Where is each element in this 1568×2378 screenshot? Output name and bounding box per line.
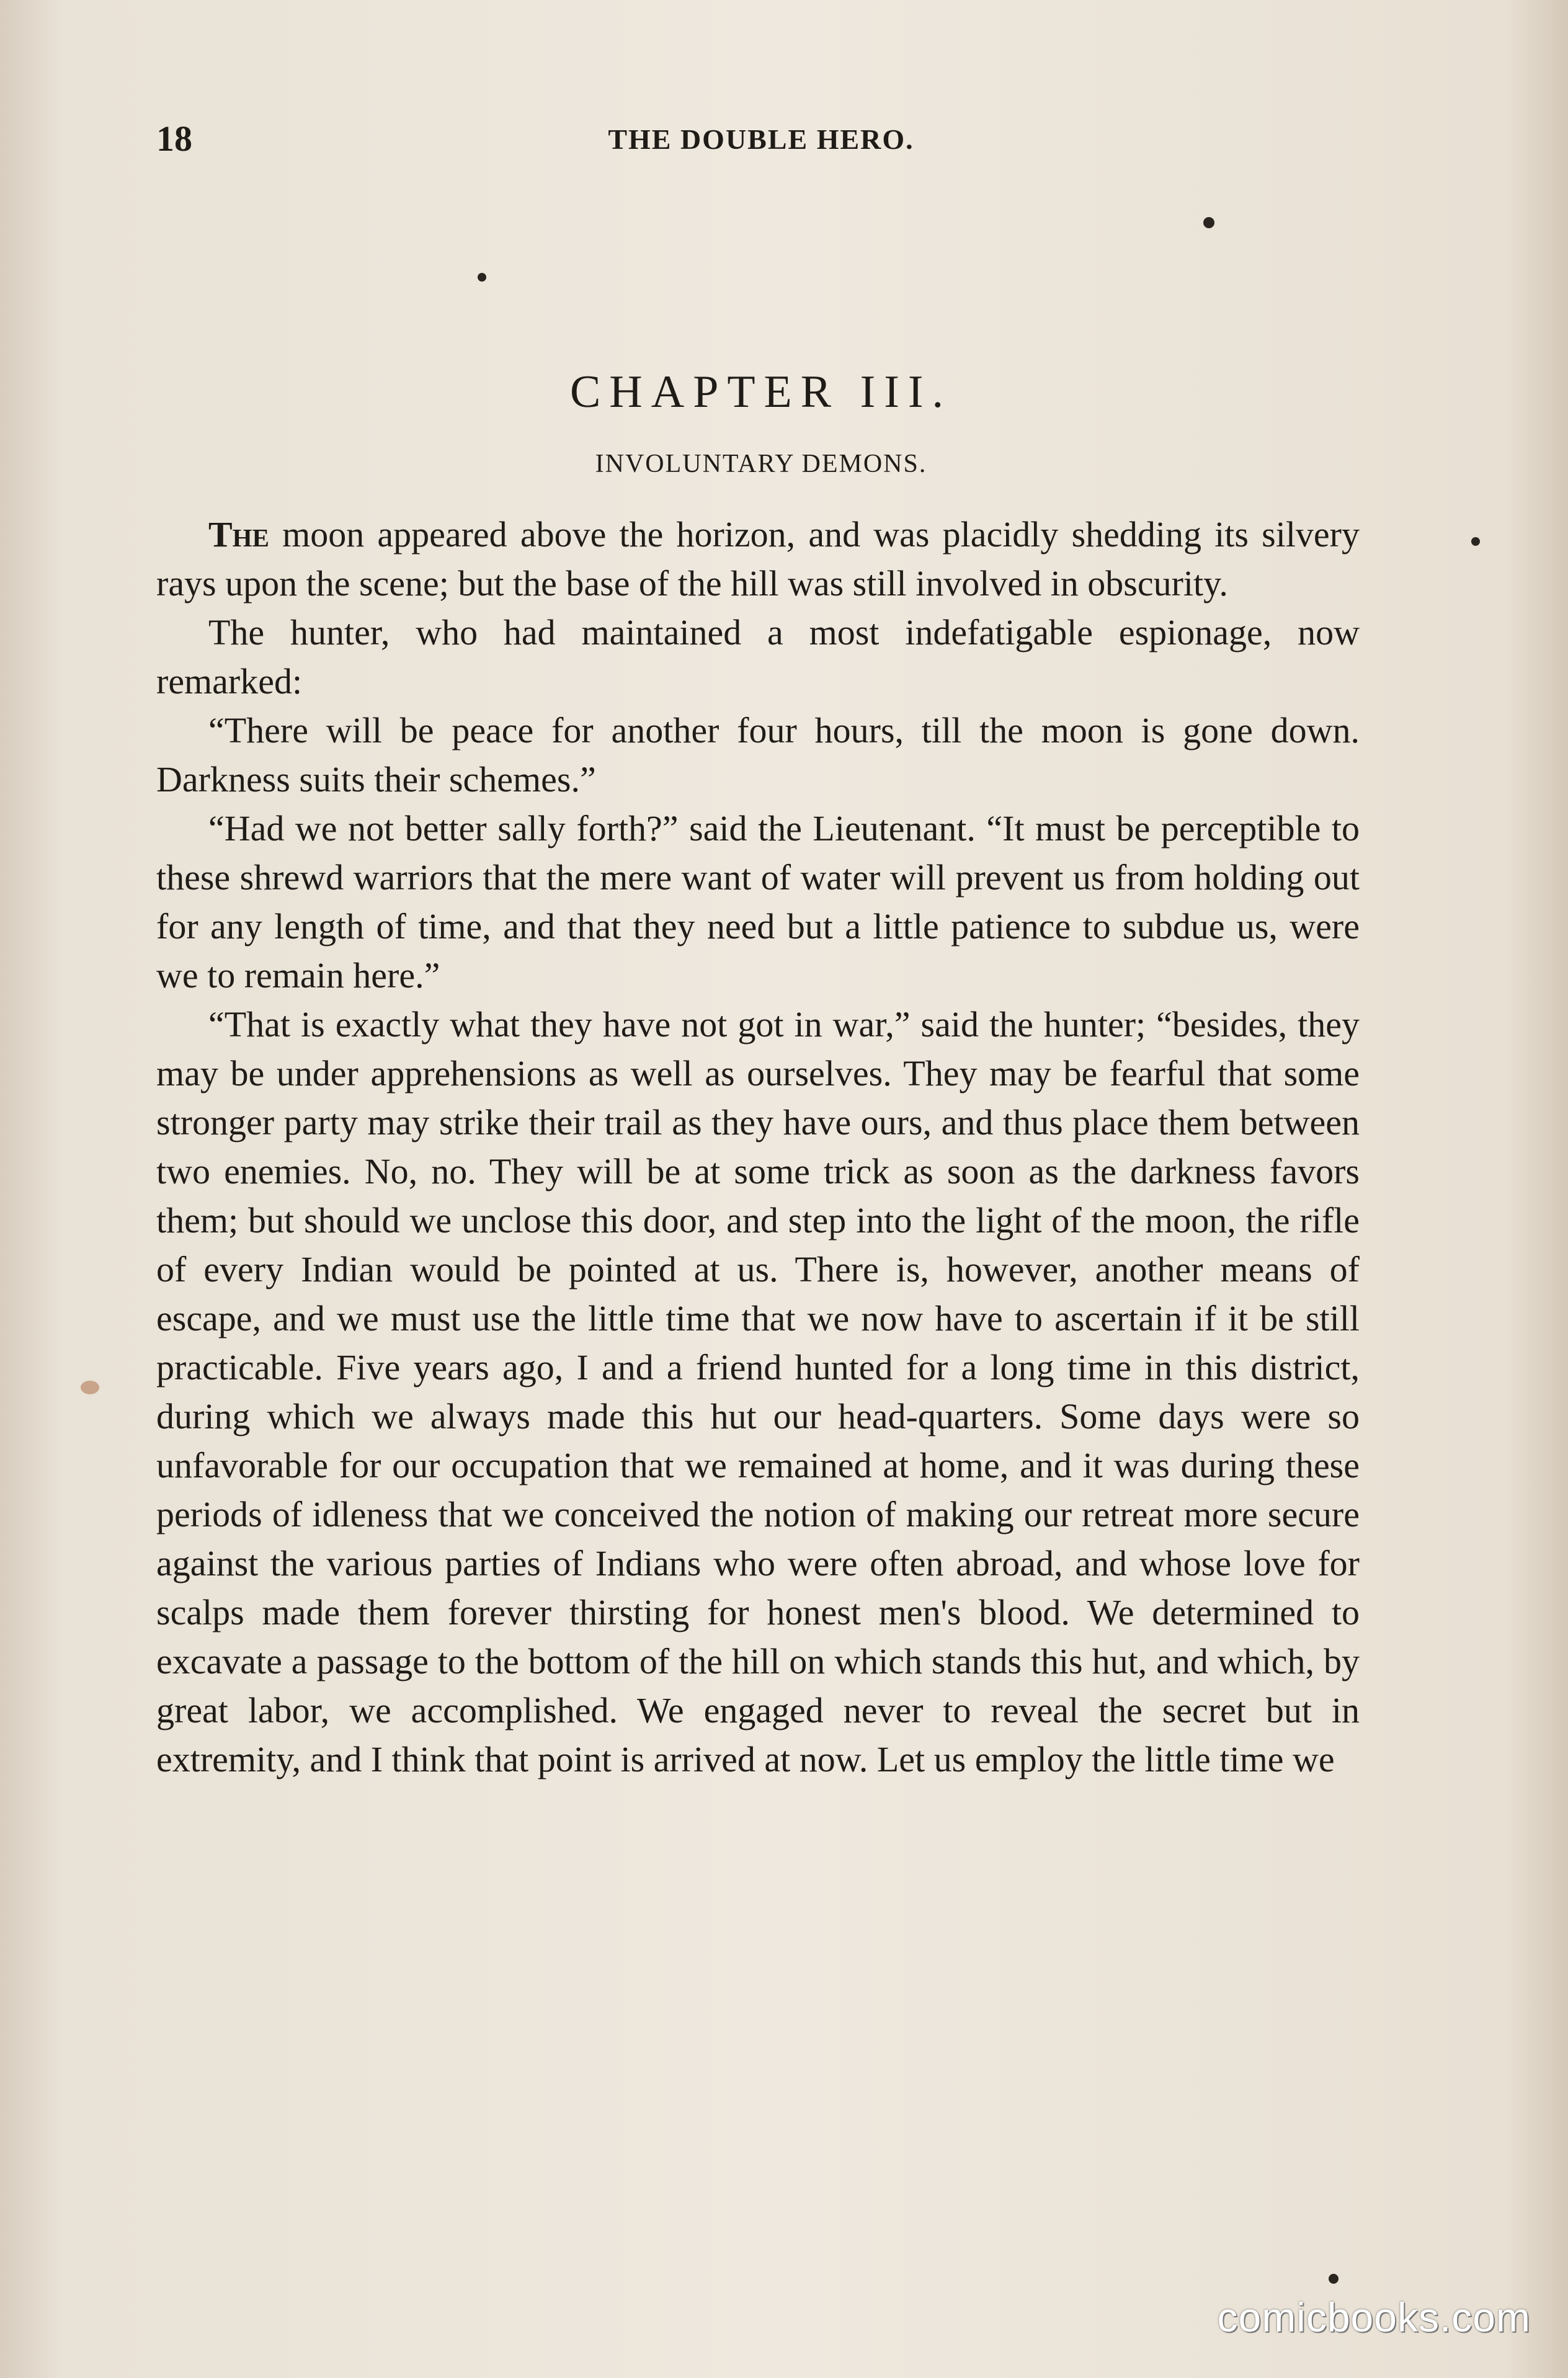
paragraph: The hunter, who had maintained a most indefatigable espionage, now remarked: [156, 612, 1360, 701]
paragraph [156, 510, 1360, 608]
lead-word: The [208, 514, 269, 554]
body-text [156, 510, 1360, 1784]
paragraph: “There will be peace for another four hours, till the moon is gone down. Darkness suits their schemes.” [156, 710, 1360, 799]
page-number: 18 [156, 118, 192, 159]
paragraph-text: moon appeared above the horizon, and was placidly shedding its silvery rays upon the scene; but the base of the hill was still involved in obscurity. [156, 514, 1360, 603]
chapter-subtitle: INVOLUNTARY DEMONS. [595, 450, 927, 478]
paragraph: “Had we not better sally forth?” said the Lieutenant. “It must be perceptible to these shrewd warriors that the mere want of water will prevent us from holding out for any length of time, and that they need but a little patience to subdue us, were we to remain here.” [156, 808, 1360, 995]
running-title: THE DOUBLE HERO. [608, 123, 914, 155]
watermark: comicbooks.com [1217, 2294, 1531, 2340]
chapter-title: CHAPTER III. [569, 367, 953, 417]
page-header [156, 118, 1366, 167]
paragraph: “That is exactly what they have not got in war,” said the hunter; “besides, they may be under apprehensions as well as ourselves. They may be fearful that some stronger party may strike their trail as they have ours, and thus place them between two enemies. No, no. They will be at some trick as soon as the darkness favors them; but should we unclose this door, and step into the light of the moon, the rifle of every Indian would be pointed at us. There is, however, another means of escape, and we must use the little time that we now have to ascertain if it be still practicable. Five years ago, I and a friend hunted for a long time in this district, during which we always made this hut our head-quarters. Some days were so unfavorable for our occupation that we remained at home, and it was during these periods of idleness that we conceived the notion of making our retreat more secure against the various parties of Indians who were often abroad, and whose love for scalps made them forever thirsting for honest men's blood. We determined to excavate a passage to the bottom of the hill on which stands this hut, and which, by great labor, we accomplished. We engaged never to reveal the secret but in extremity, and I think that point is arrived at now. Let us employ the little time we [156, 1004, 1360, 1779]
